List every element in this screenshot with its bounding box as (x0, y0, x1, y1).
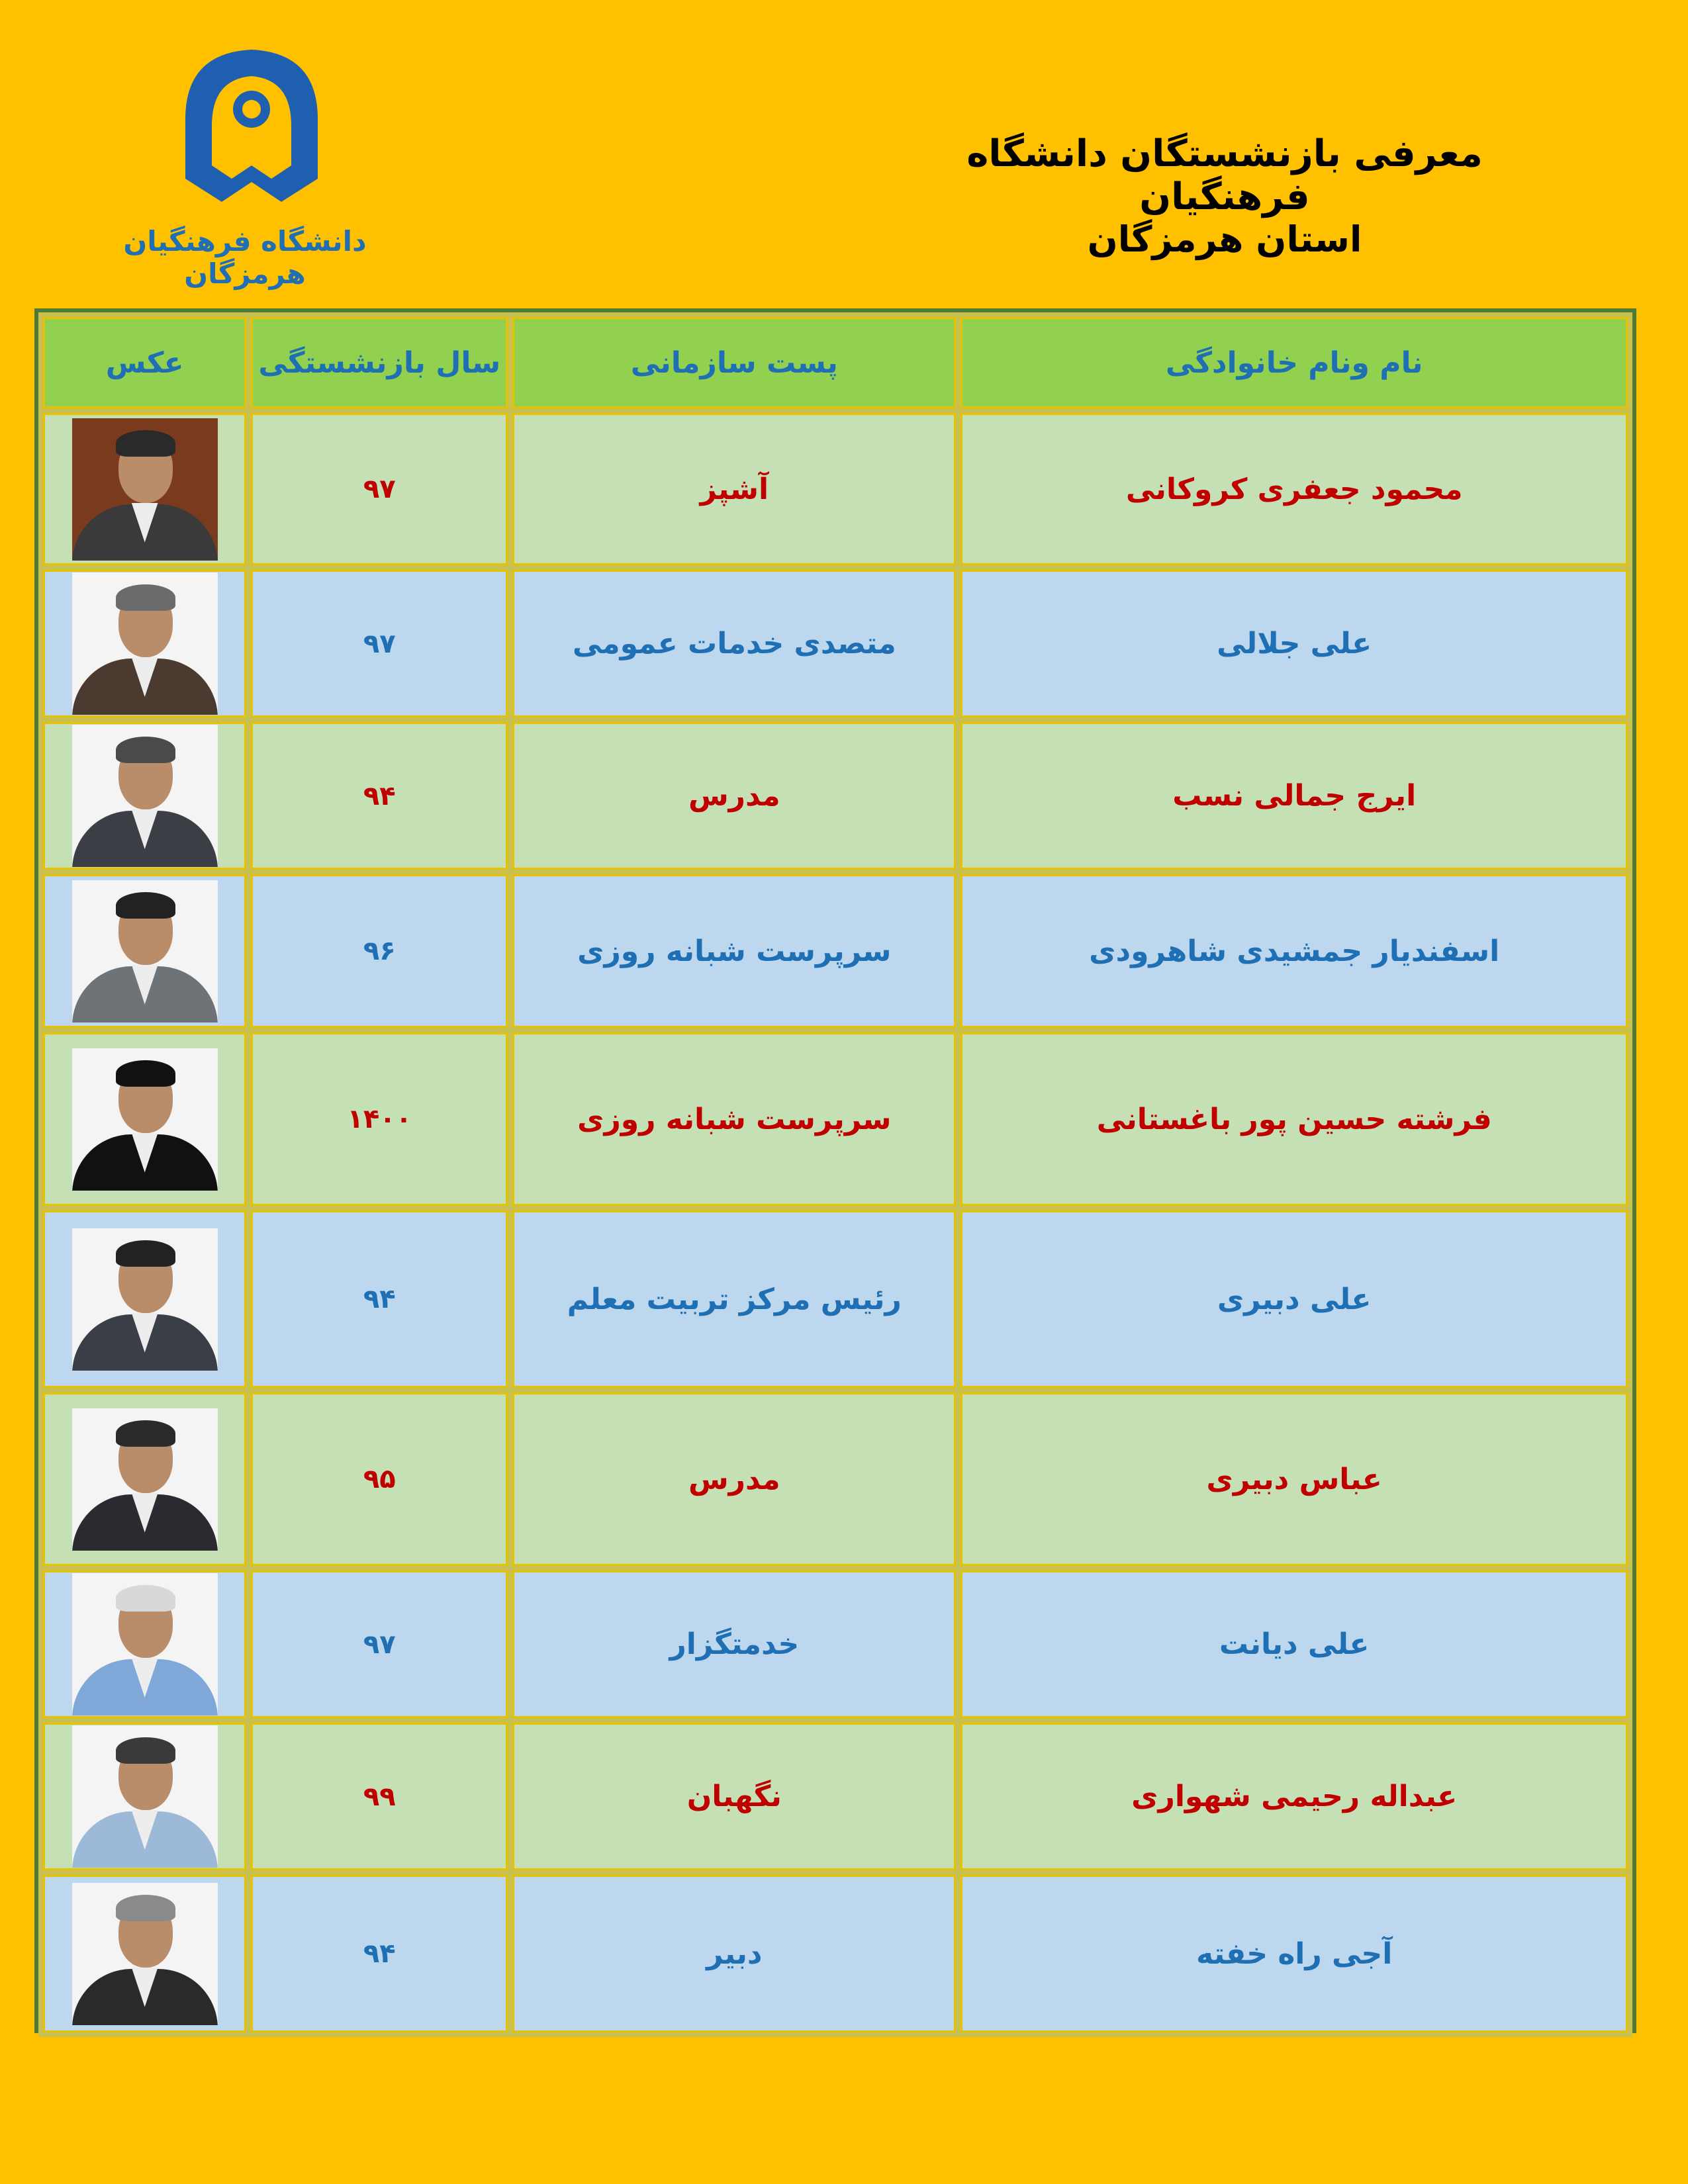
retirement-year-cell: ۹۹ (251, 1723, 508, 1870)
photo-cell (43, 1032, 246, 1206)
name-cell: ایرج جمالی نسب (961, 722, 1628, 870)
retirement-year-cell: ۹۵ (251, 1392, 508, 1566)
header-photo: عکس (43, 317, 246, 408)
table-row (43, 722, 1628, 870)
table-row (43, 1570, 1628, 1718)
photo-cell (43, 1210, 246, 1388)
post-cell: رئیس مرکز تربیت معلم (512, 1210, 956, 1388)
photo-cell (43, 874, 246, 1028)
retirees-table (38, 312, 1632, 2037)
table-row (43, 1032, 1628, 1206)
header-name: نام ونام خانوادگی (961, 317, 1628, 408)
table-row (43, 570, 1628, 717)
table-row (43, 1875, 1628, 2032)
post-cell: نگهبان (512, 1723, 956, 1870)
university-logo (79, 33, 410, 290)
retiree-photo (72, 1573, 218, 1715)
retiree-photo (72, 418, 218, 561)
retirement-year-cell: ۹۴ (251, 722, 508, 870)
post-cell: مدرس (512, 1392, 956, 1566)
header-post: پست سازمانی (512, 317, 956, 408)
retirement-year-cell: ۹۷ (251, 1570, 508, 1718)
retiree-photo (72, 1883, 218, 2025)
post-cell: دبیر (512, 1875, 956, 2032)
table-row (43, 1723, 1628, 1870)
retirement-year-cell: ۹۴ (251, 1875, 508, 2032)
name-cell: عبداله رحیمی شهواری (961, 1723, 1628, 1870)
page-subtitle: استان هرمزگان (1087, 218, 1362, 260)
name-cell: فرشته حسین پور باغستانی (961, 1032, 1628, 1206)
post-cell: متصدی خدمات عمومی (512, 570, 956, 717)
photo-cell (43, 1570, 246, 1718)
name-cell: آجی راه خفته (961, 1875, 1628, 2032)
photo-cell (43, 413, 246, 565)
table-row (43, 413, 1628, 565)
retirement-year-cell: ۱۴۰۰ (251, 1032, 508, 1206)
name-cell: محمود جعفری کروکانی (961, 413, 1628, 565)
table-row (43, 1392, 1628, 1566)
post-cell: آشپز (512, 413, 956, 565)
photo-cell (43, 1875, 246, 2032)
retiree-photo (72, 1048, 218, 1191)
university-emblem-icon (172, 40, 331, 212)
name-cell: اسفندیار جمشیدی شاهرودی (961, 874, 1628, 1028)
header-year: سال بازنشستگی (251, 317, 508, 408)
post-cell: سرپرست شبانه روزی (512, 874, 956, 1028)
name-cell: علی دبیری (961, 1210, 1628, 1388)
post-cell: مدرس (512, 722, 956, 870)
retirees-table-frame (34, 308, 1636, 2033)
retirement-year-cell: ۹۷ (251, 413, 508, 565)
post-cell: خدمتگزار (512, 1570, 956, 1718)
logo-caption: دانشگاه فرهنگیان هرمزگان (123, 225, 367, 290)
table-row (43, 1210, 1628, 1388)
name-cell: عباس دبیری (961, 1392, 1628, 1566)
retiree-photo (72, 572, 218, 715)
photo-cell (43, 1723, 246, 1870)
retirement-year-cell: ۹۶ (251, 874, 508, 1028)
photo-cell (43, 570, 246, 717)
photo-cell (43, 722, 246, 870)
retirement-year-cell: ۹۷ (251, 570, 508, 717)
retirement-year-cell: ۹۴ (251, 1210, 508, 1388)
post-cell: سرپرست شبانه روزی (512, 1032, 956, 1206)
name-cell: علی دیانت (961, 1570, 1628, 1718)
photo-cell (43, 1392, 246, 1566)
retiree-photo (72, 1228, 218, 1371)
retiree-photo (72, 880, 218, 1023)
table-row (43, 874, 1628, 1028)
page-title: معرفی بازنشستگان دانشگاه فرهنگیان (966, 132, 1483, 218)
retiree-photo (72, 725, 218, 867)
name-cell: علی جلالی (961, 570, 1628, 717)
retiree-photo (72, 1408, 218, 1551)
retiree-photo (72, 1725, 218, 1868)
